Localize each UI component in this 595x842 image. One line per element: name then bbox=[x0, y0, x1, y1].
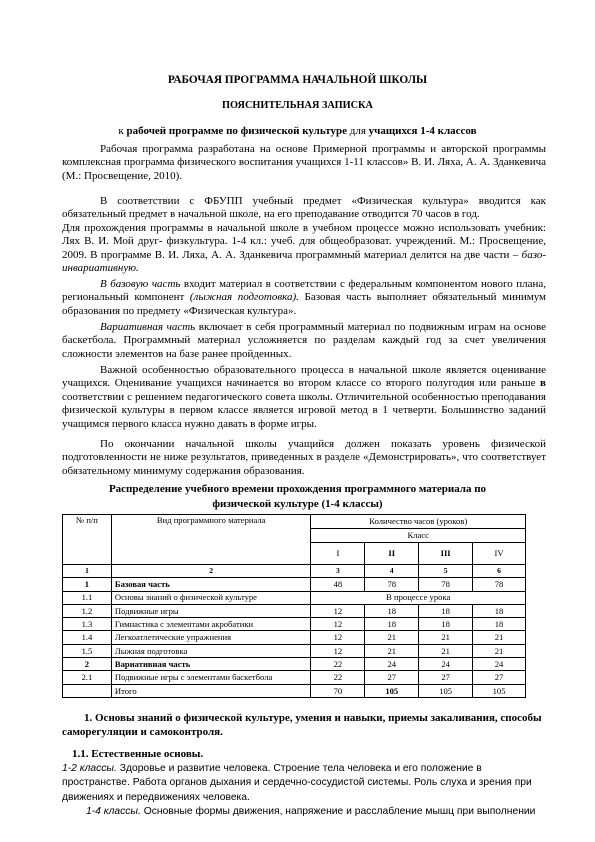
row-value-class-3: 105 bbox=[419, 684, 473, 697]
row-value-class-3: 18 bbox=[419, 604, 473, 617]
header-num: № п/п bbox=[63, 515, 112, 565]
row-merged-value: В процессе урока bbox=[311, 591, 526, 604]
section-1-heading: 1. Основы знаний о физической культуре, умения и навыки, приемы закаливания, способы саморегуляции и самоконтроля. bbox=[62, 712, 542, 738]
table-row bbox=[63, 618, 526, 631]
paragraph-5-italic: Вариативная часть bbox=[100, 321, 196, 333]
header-kind: Вид программного материала bbox=[111, 515, 311, 565]
section-1-1-paragraph-2 bbox=[62, 805, 546, 819]
row-value-class-1: 12 bbox=[311, 631, 365, 644]
section-1-1-p1-italic: 1-2 классы. bbox=[62, 763, 117, 774]
row-value-class-2: 78 bbox=[365, 578, 419, 591]
table-title-line-2: физической культуре (1-4 классы) bbox=[212, 498, 383, 510]
row-name: Лыжная подготовка bbox=[111, 644, 311, 657]
paragraph-4-text-2: Базовая часть выполняет обязательный минимум образования по предмету «Физическая культура». bbox=[62, 291, 547, 317]
paragraph-2: В соответствии с ФБУПП учебный предмет «Физическая культура» вводится как обязательный предмет в начальной школе, на его преподавание отводится 70 часов в год. bbox=[62, 195, 546, 221]
distribution-table bbox=[62, 514, 526, 698]
row-value-class-3: 18 bbox=[419, 618, 473, 631]
paragraph-3-text: Для прохождения программы в начальной школе в учебном процессе можно использовать учебник: Лях В. И. Мой друг- физкультура. 1-4 кл.: учеб. для общеобразоват. учреждений. М.: Просвещение, 2009. В программе В. И. Ляха, А. А. Зданкевича программный материал делится на две части – bbox=[62, 222, 546, 261]
row-value-class-4: 18 bbox=[473, 618, 526, 631]
paragraph-4-italic-1: В базовую часть bbox=[100, 278, 181, 290]
header-class: Класс bbox=[311, 528, 526, 542]
row-num bbox=[63, 684, 112, 697]
subject-bold-1: рабочей программе по физической культуре bbox=[126, 125, 347, 137]
row-num: 2 bbox=[63, 658, 112, 671]
row-name: Основы знаний о физической культуре bbox=[111, 591, 311, 604]
row-name: Вариативная часть bbox=[111, 658, 311, 671]
col-num-6: 6 bbox=[473, 565, 526, 578]
row-value-class-2: 18 bbox=[365, 604, 419, 617]
row-value-class-1: 12 bbox=[311, 618, 365, 631]
row-num: 1.4 bbox=[63, 631, 112, 644]
row-value-class-3: 21 bbox=[419, 631, 473, 644]
paragraph-1: Рабочая программа разработана на основе Примерной программы и авторской программы комплексная программа физического воспитания учащихся 1-11 классов» В. И. Ляха, А. А. Зданкевича (М.: Просвещение, 2010). bbox=[62, 143, 546, 182]
row-value-class-3: 21 bbox=[419, 644, 473, 657]
row-num: 2.1 bbox=[63, 671, 112, 684]
subject-mid: для bbox=[346, 125, 369, 137]
row-name: Базовая часть bbox=[111, 578, 311, 591]
subject-line bbox=[0, 125, 595, 137]
paragraph-5 bbox=[62, 321, 546, 361]
col-num-4: 4 bbox=[365, 565, 419, 578]
row-name: Гимнастика с элементами акробатики bbox=[111, 618, 311, 631]
table-title-line-1: Распределение учебного времени прохождения программного материала по bbox=[108, 483, 487, 495]
row-value-class-1: 22 bbox=[311, 671, 365, 684]
row-value-class-4: 78 bbox=[473, 578, 526, 591]
row-value-class-3: 78 bbox=[419, 578, 473, 591]
row-value-class-4: 105 bbox=[473, 684, 526, 697]
row-value-class-2: 27 bbox=[365, 671, 419, 684]
table-row bbox=[63, 631, 526, 644]
document-title: РАБОЧАЯ ПРОГРАММА НАЧАЛЬНОЙ ШКОЛЫ bbox=[167, 74, 428, 86]
row-value-class-4: 24 bbox=[473, 658, 526, 671]
paragraph-6-bold: в bbox=[540, 377, 546, 390]
header-class-4: IV bbox=[473, 542, 526, 564]
table-column-numbers-row bbox=[63, 565, 526, 578]
section-1-1-p2-text: Основные формы движения, напряжение и расслабление мышц при выполнении bbox=[140, 806, 536, 817]
row-value-class-4: 21 bbox=[473, 631, 526, 644]
table-header-row-1 bbox=[63, 515, 526, 529]
section-1-1-p2-italic: 1-4 классы. bbox=[86, 806, 141, 817]
row-value-class-1: 70 bbox=[311, 684, 365, 697]
row-value-class-2: 21 bbox=[365, 644, 419, 657]
table-row bbox=[63, 578, 526, 591]
header-hours: Количество часов (уроков) bbox=[311, 515, 526, 529]
col-num-2: 2 bbox=[111, 565, 311, 578]
row-value-class-2: 21 bbox=[365, 631, 419, 644]
col-num-1: 1 bbox=[63, 565, 112, 578]
row-value-class-3: 27 bbox=[419, 671, 473, 684]
row-value-class-2: 18 bbox=[365, 618, 419, 631]
col-num-5: 5 bbox=[419, 565, 473, 578]
row-value-class-4: 21 bbox=[473, 644, 526, 657]
table-row bbox=[63, 591, 526, 604]
row-name: Подвижные игры с элементами баскетбола bbox=[111, 671, 311, 684]
section-1-1-heading: 1.1. Естественные основы. bbox=[72, 748, 204, 760]
row-name: Итого bbox=[111, 684, 311, 697]
row-num: 1.2 bbox=[63, 604, 112, 617]
section-1-1-paragraph-1 bbox=[62, 762, 546, 805]
paragraph-4-text-1: входит материал в соответствии с федеральным компонентом нового плана, региональный компонент bbox=[62, 278, 547, 304]
row-num: 1 bbox=[63, 578, 112, 591]
row-value-class-4: 27 bbox=[473, 671, 526, 684]
table-row bbox=[63, 644, 526, 657]
row-value-class-3: 24 bbox=[419, 658, 473, 671]
header-class-1: I bbox=[311, 542, 365, 564]
section-1-1-p1-text: Здоровье и развитие человека. Строение тела человека и его положение в пространстве. Работа органов дыхания и сердечно-сосудистой системы. Роль слуха и зрения при движениях и передвижениях человека. bbox=[62, 763, 532, 803]
document-subtitle: ПОЯСНИТЕЛЬНАЯ ЗАПИСКА bbox=[222, 100, 373, 111]
row-value-class-2: 24 bbox=[365, 658, 419, 671]
col-num-3: 3 bbox=[311, 565, 365, 578]
table-row bbox=[63, 658, 526, 671]
table-row bbox=[63, 604, 526, 617]
row-value-class-1: 22 bbox=[311, 658, 365, 671]
row-name: Подвижные игры bbox=[111, 604, 311, 617]
subject-bold-2: учащихся 1-4 классов bbox=[368, 125, 477, 137]
paragraph-4 bbox=[62, 278, 546, 318]
row-value-class-1: 12 bbox=[311, 644, 365, 657]
paragraph-6-text-1: Важной особенностью образовательного процесса в начальной школе является оценивание учащихся. Оценивание учащихся начинается во втором классе со второго полугодия или раньше bbox=[62, 364, 546, 390]
paragraph-6 bbox=[62, 364, 546, 431]
row-value-class-4: 18 bbox=[473, 604, 526, 617]
row-num: 1.5 bbox=[63, 644, 112, 657]
row-value-class-1: 12 bbox=[311, 604, 365, 617]
subject-prefix: к bbox=[118, 125, 127, 137]
paragraph-4-italic-2: (лыжная подготовка). bbox=[189, 291, 299, 304]
row-num: 1.1 bbox=[63, 591, 112, 604]
row-name: Легкоатлетические упражнения bbox=[111, 631, 311, 644]
paragraph-6-text-2: соответствии с решением педагогического совета школы. Отличительной особенностью преподавания физической культуры в первом классе является игровой метод в 1 четверти. Большинство заданий учащимся первого класса нужно давать в форме игры. bbox=[62, 390, 546, 430]
row-value-class-2: 105 bbox=[365, 684, 419, 697]
paragraph-5-text: включает в себя программный материал по подвижным играм на основе баскетбола. Программный материал усложняется по разделам каждый год за счет увеличения сложности элементов на базе ранее пройденных. bbox=[62, 321, 546, 360]
header-class-3: III bbox=[419, 542, 473, 564]
table-row bbox=[63, 671, 526, 684]
table-row bbox=[63, 684, 526, 697]
row-value-class-1: 48 bbox=[311, 578, 365, 591]
paragraph-3-italic: базо-инвариативную. bbox=[62, 248, 546, 275]
row-num: 1.3 bbox=[63, 618, 112, 631]
paragraph-7: По окончании начальной школы учащийся должен показать уровень физической подготовленности не ниже результатов, приведенных в разделе «Демонстрировать», что соответствует обязательному минимуму содержания образования. bbox=[62, 438, 546, 477]
header-class-2: II bbox=[365, 542, 419, 564]
paragraph-3 bbox=[62, 222, 546, 276]
